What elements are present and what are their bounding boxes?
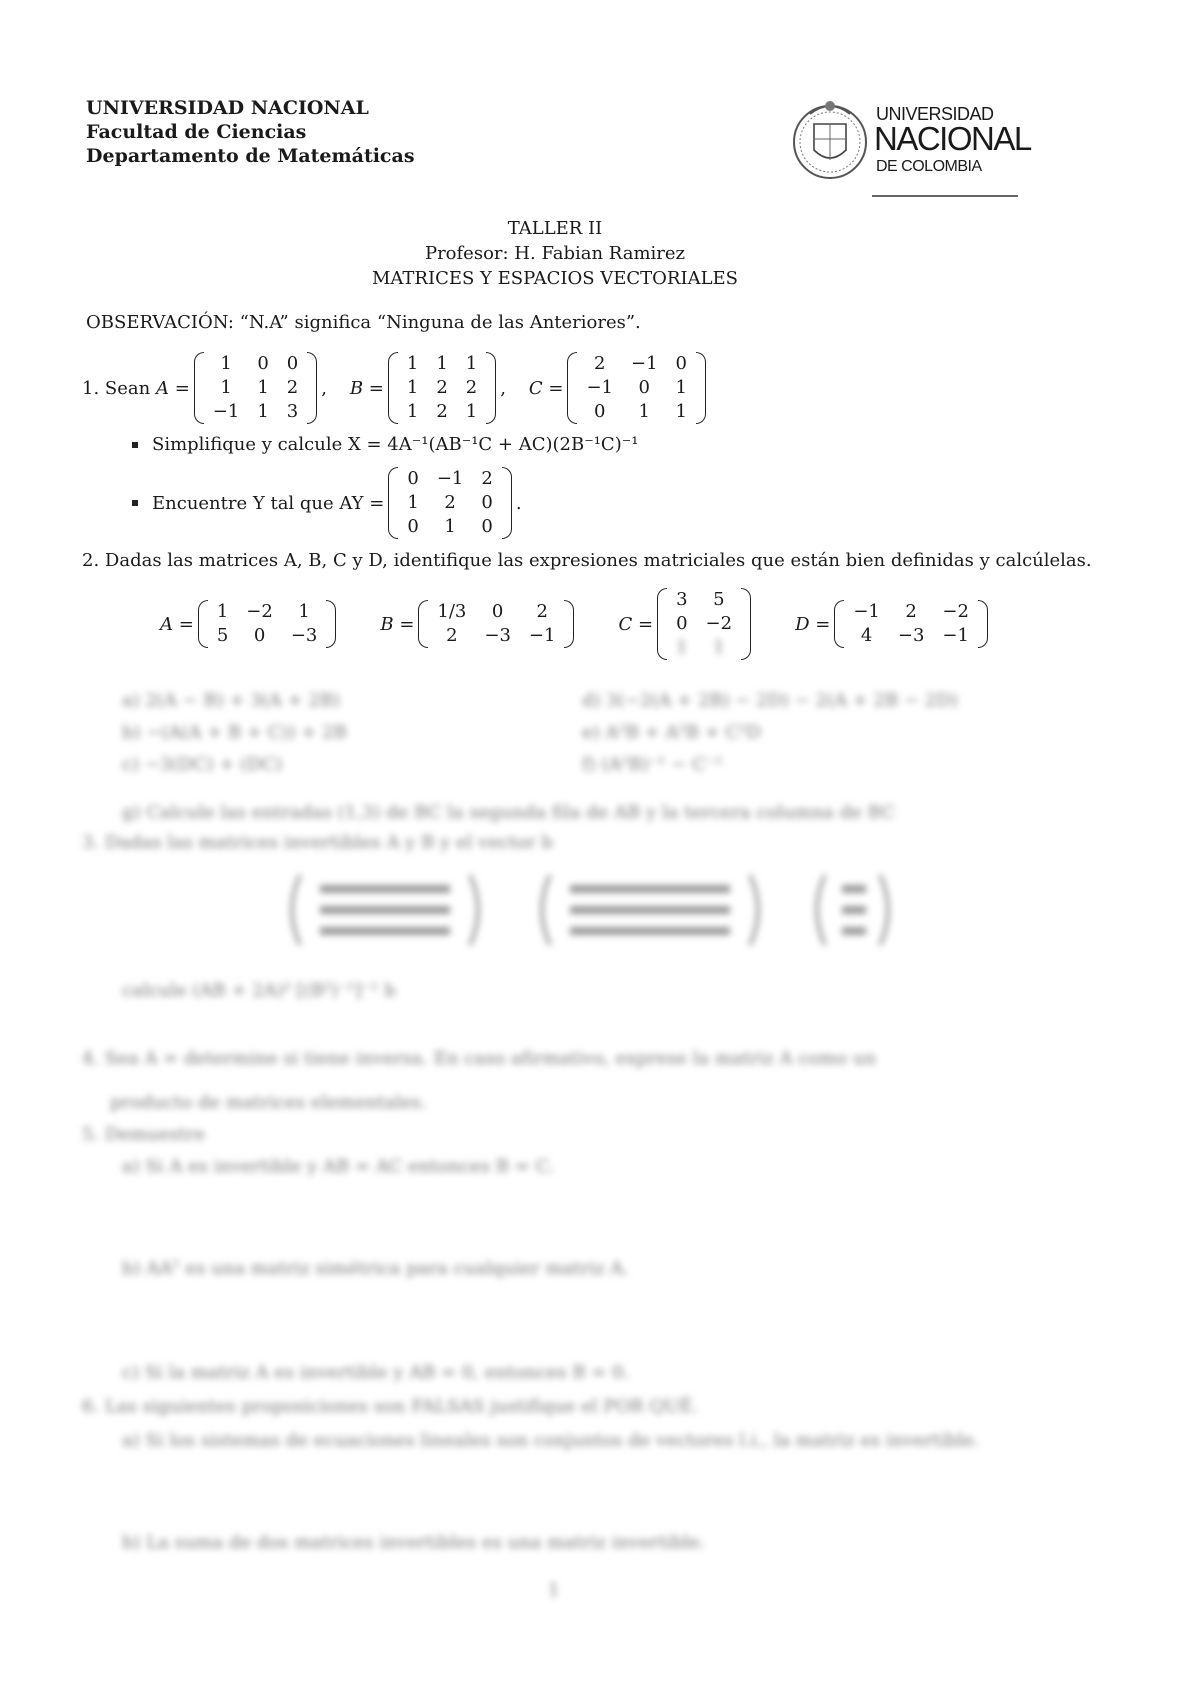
problem-4-statement: 4. Sea A = determine si tiene inversa. En caso afirmativo, exprese la matriz A como un xyxy=(82,1048,876,1069)
problem-1-matrices: 1. Sean A = 1 0 0 1 1 2 −1 1 3 , B = 1 1 1 1 2 2 1 2 1 , C = 2 −1 0 −1 0 1 0 1 1 xyxy=(82,352,710,424)
problem-3-matrices xyxy=(280,870,900,950)
problem-2-statement: 2. Dadas las matrices A, B, C y D, identifique las expresiones matriciales que están bien definidas y calcúlelas. xyxy=(82,550,1092,571)
item-2e: e) A²B + A²B + C²D xyxy=(582,722,761,743)
problem-5a: a) Si A es invertible y AB = AC entonces B = C. xyxy=(122,1156,555,1177)
problem-1-bullet-2: Encuentre Y tal que AY = 0 −1 2 1 2 0 0 1 0 . xyxy=(132,468,522,538)
problem-6b: b) La suma de dos matrices invertibles es una matriz invertible. xyxy=(122,1532,706,1553)
logo-text-universidad: UNIVERSIDAD xyxy=(876,104,994,124)
item-2c: c) −3(DC) + (DC) xyxy=(122,754,283,775)
faculty-name: Facultad de Ciencias xyxy=(86,121,307,143)
subject-title: MATRICES Y ESPACIOS VECTORIALES xyxy=(371,268,739,289)
problem-1-number: 1. xyxy=(82,377,100,399)
item-2b: b) −(A(A + B + C)) + 2B xyxy=(122,722,347,743)
department-name: Departamento de Matemáticas xyxy=(86,145,415,167)
item-2f: f) (A²B)⁻¹ − C⁻¹ xyxy=(582,754,723,775)
problem-5b: b) AAᵀ es una matriz simétrica para cualquier matriz A. xyxy=(122,1258,629,1279)
matrix-2c: 3 5 0 −2 1 1 xyxy=(657,588,751,660)
item-2a: a) 2(A − B) + 3(A + 2B) xyxy=(122,690,340,711)
bullet-icon xyxy=(132,500,138,506)
matrix-b: 1 1 1 1 2 2 1 2 1 xyxy=(388,352,496,424)
professor-name: Profesor: H. Fabian Ramirez xyxy=(424,243,686,264)
problem-3-statement: 3. Dadas las matrices invertibles A y B y el vector b xyxy=(82,832,553,853)
logo-text-nacional: NACIONAL xyxy=(874,120,1031,157)
item-2d: d) 3(−2(A + 2B) − 2D) − 2(A + 2B − 2D) xyxy=(582,690,958,711)
logo-text-colombia: DE COLOMBIA xyxy=(876,158,982,175)
observation-note: OBSERVACIÓN: “N.A” significa “Ninguna de las Anteriores”. xyxy=(86,312,641,333)
matrix-2b: 1/3 0 2 2 −3 −1 xyxy=(418,600,574,648)
university-name: UNIVERSIDAD NACIONAL xyxy=(86,97,369,119)
problem-3-calc: calcule (AB + 2A)² [(B²)⁻¹]⁻¹ b xyxy=(122,980,396,1001)
problem-1-bullet-1: Simplifique y calcule X = 4A⁻¹(AB⁻¹C + AC)(2B⁻¹C)⁻¹ xyxy=(132,434,638,455)
matrix-2d: −1 2 −2 4 −3 −1 xyxy=(834,600,988,648)
matrix-y-target: 0 −1 2 1 2 0 0 1 0 xyxy=(388,467,511,539)
taller-title: TALLER II xyxy=(507,218,603,239)
problem-1-intro: Sean xyxy=(104,377,151,399)
institution-header xyxy=(86,96,415,168)
bullet-icon xyxy=(132,442,138,448)
problem-6-statement: 6. Las siguientes proposiciones son FALSAS justifique el POR QUÉ. xyxy=(82,1396,699,1417)
problem-4-continuation: producto de matrices elementales. xyxy=(110,1092,427,1113)
university-logo xyxy=(790,84,1031,204)
matrix-a: 1 0 0 1 1 2 −1 1 3 xyxy=(194,352,317,424)
problem-5-statement: 5. Demuestre xyxy=(82,1124,206,1145)
matrix-c: 2 −1 0 −1 0 1 0 1 1 xyxy=(567,352,706,424)
matrix-2a: 1 −2 1 5 0 −3 xyxy=(198,600,337,648)
problem-2-matrices: A = 1 −2 1 5 0 −3 B = 1/3 0 2 2 −3 −1 C = 3 5 0 −2 1 1 D = −1 2 −2 4 −3 −1 xyxy=(160,592,992,656)
item-2g: g) Calcule las entradas (1,3) de BC la segunda fila de AB y la tercera columna de BC xyxy=(122,802,895,823)
problem-6a: a) Si los sistemas de ecuaciones lineales son conjuntos de vectores l.i., la matriz es invertible. xyxy=(122,1430,980,1451)
page-number: 1 xyxy=(548,1580,560,1601)
problem-5c: c) Si la matriz A es invertible y AB = 0, entonces B = 0. xyxy=(122,1362,630,1383)
